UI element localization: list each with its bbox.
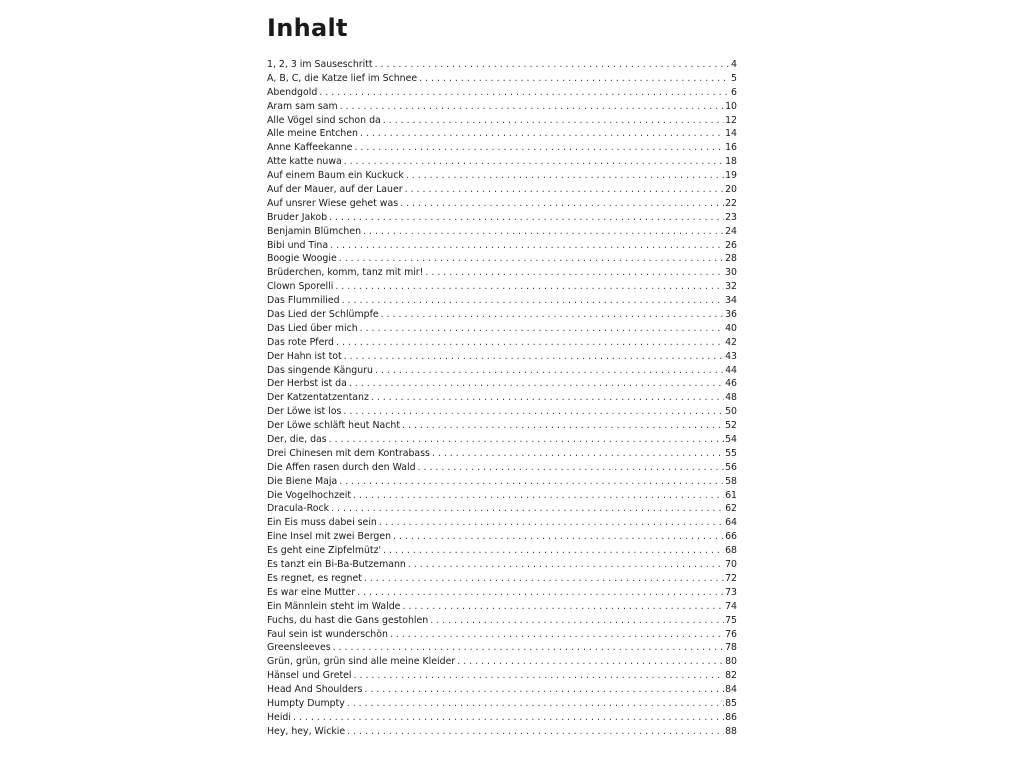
toc-entry-page: 16 [725,142,737,154]
toc-dot-leader [319,86,730,100]
toc-entry-title: Der, die, das [267,434,327,446]
toc-dot-leader [375,58,730,72]
toc-entry-page: 28 [725,253,737,265]
toc-dot-leader [339,475,724,489]
toc-dot-leader [363,225,724,239]
toc-dot-leader [329,211,724,225]
toc-dot-leader [360,322,724,336]
toc-entry[interactable] [267,516,737,530]
toc-dot-leader [457,655,724,669]
toc-entry[interactable] [267,725,737,739]
toc-entry[interactable] [267,461,737,475]
toc-entry-page: 10 [725,100,737,112]
toc-entry-title: Benjamin Blümchen [267,225,362,237]
toc-dot-leader [354,141,724,155]
toc-entry-page: 68 [725,545,737,557]
toc-dot-leader [339,252,724,266]
toc-entry-page: 4 [731,58,737,70]
toc-entry-title: Bruder Jakob [267,211,328,223]
toc-entry-title: Das singende Känguru [267,364,373,376]
toc-dot-leader [418,461,725,475]
toc-entry-title: Ein Eis muss dabei sein [267,517,377,529]
toc-dot-leader [371,391,724,405]
toc-dot-leader [383,114,724,128]
toc-entry[interactable] [267,266,737,280]
toc-dot-leader [405,183,724,197]
toc-dot-leader [360,127,724,141]
toc-entry[interactable] [267,683,737,697]
toc-entry-title: Abendgold [267,86,318,98]
toc-entry-page: 70 [725,559,737,571]
toc-entry-title: Ein Männlein steht im Walde [267,600,401,612]
toc-entry-title: Faul sein ist wunderschön [267,628,388,640]
toc-entry-title: Der Hahn ist tot [267,350,342,362]
toc-dot-leader [331,503,724,517]
toc-entry-page: 6 [731,86,737,98]
toc-entry-title: Clown Sporelli [267,281,334,293]
toc-dot-leader [408,558,724,572]
toc-entry-title: Head And Shoulders [267,684,363,696]
toc-entry-title: Brüderchen, komm, tanz mit mir! [267,267,424,279]
toc-entry[interactable] [267,336,737,350]
toc-entry[interactable] [267,641,737,655]
toc-entry-page: 14 [725,128,737,140]
toc-entry[interactable] [267,100,737,114]
toc-dot-leader [364,683,724,697]
toc-dot-leader [293,711,724,725]
toc-entry-title: Aram sam sam [267,100,338,112]
toc-entry-page: 42 [725,336,737,348]
toc-entry-title: Auf einem Baum ein Kuckuck [267,170,404,182]
toc-entry-page: 44 [725,364,737,376]
toc-dot-leader [379,516,724,530]
toc-dot-leader [402,419,724,433]
toc-entry-title: Das Lied der Schlümpfe [267,309,379,321]
toc-dot-leader [353,489,724,503]
toc-entry-page: 50 [725,406,737,418]
toc-entry-page: 82 [725,670,737,682]
page-title: Inhalt [267,14,348,42]
toc-entry-title: Alle meine Entchen [267,128,358,140]
toc-dot-leader [419,72,730,86]
toc-entry[interactable] [267,183,737,197]
toc-entry[interactable] [267,127,737,141]
toc-dot-leader [343,405,724,419]
toc-entry-title: Boogie Woogie [267,253,337,265]
toc-entry[interactable] [267,405,737,419]
toc-entry-title: Hänsel und Gretel [267,670,352,682]
toc-dot-leader [406,169,724,183]
toc-entry[interactable] [267,600,737,614]
toc-entry-title: Die Affen rasen durch den Wald [267,461,416,473]
toc-entry[interactable] [267,391,737,405]
toc-entry[interactable] [267,530,737,544]
toc-dot-leader [347,725,724,739]
toc-entry-title: Es regnet, es regnet [267,572,362,584]
toc-dot-leader [329,433,724,447]
toc-entry[interactable] [267,655,737,669]
toc-entry[interactable] [267,155,737,169]
toc-dot-leader [402,600,724,614]
toc-entry-page: 76 [725,628,737,640]
toc-entry-page: 19 [725,170,737,182]
toc-entry-title: Dracula-Rock [267,503,330,515]
toc-entry[interactable] [267,475,737,489]
toc-entry[interactable] [267,572,737,586]
toc-entry-title: Der Löwe ist los [267,406,342,418]
toc-entry-title: Das Lied über mich [267,322,358,334]
toc-dot-leader [342,294,724,308]
toc-dot-leader [340,100,724,114]
toc-entry-page: 24 [725,225,737,237]
toc-dot-leader [383,544,724,558]
toc-entry-title: Eine Insel mit zwei Bergen [267,531,392,543]
toc-entry-page: 48 [725,392,737,404]
toc-entry-title: Es war eine Mutter [267,586,356,598]
toc-entry[interactable] [267,697,737,711]
toc-entry-page: 88 [725,725,737,737]
toc-entry-title: Grün, grün, grün sind alle meine Kleider [267,656,456,668]
toc-entry[interactable] [267,322,737,336]
toc-entry[interactable] [267,252,737,266]
toc-entry[interactable] [267,489,737,503]
toc-entry[interactable] [267,586,737,600]
toc-dot-leader [349,377,724,391]
toc-entry-page: 52 [725,420,737,432]
toc-dot-leader [430,614,724,628]
toc-entry[interactable] [267,308,737,322]
toc-entry-page: 54 [725,434,737,446]
toc-entry-title: A, B, C, die Katze lief im Schnee [267,72,418,84]
toc-entry-title: Heidi [267,711,291,723]
toc-entry[interactable] [267,364,737,378]
toc-dot-leader [344,350,724,364]
toc-entry-page: 34 [725,295,737,307]
toc-entry-page: 58 [725,475,737,487]
toc-entry-page: 84 [725,684,737,696]
toc-entry-title: Greensleeves [267,642,331,654]
toc-entry-page: 86 [725,711,737,723]
toc-entry-page: 61 [725,489,737,501]
toc-entry-title: 1, 2, 3 im Sauseschritt [267,58,373,70]
toc-entry-page: 32 [725,281,737,293]
toc-entry[interactable] [267,197,737,211]
toc-entry-page: 64 [725,517,737,529]
toc-entry-page: 18 [725,156,737,168]
toc-entry[interactable] [267,114,737,128]
toc-entry-page: 36 [725,309,737,321]
toc-entry[interactable] [267,169,737,183]
toc-entry[interactable] [267,544,737,558]
toc-entry[interactable] [267,86,737,100]
toc-entry[interactable] [267,614,737,628]
toc-entry[interactable] [267,558,737,572]
toc-entry-page: 56 [725,461,737,473]
toc-entry[interactable] [267,669,737,683]
toc-entry[interactable] [267,419,737,433]
toc-entry-title: Die Biene Maja [267,475,338,487]
toc-entry-page: 43 [725,350,737,362]
toc-dot-leader [335,280,724,294]
toc-entry[interactable] [267,72,737,86]
toc-entry-title: Auf der Mauer, auf der Lauer [267,184,403,195]
toc-entry-page: 40 [725,322,737,334]
toc-entry-page: 12 [725,114,737,126]
toc-dot-leader [354,669,725,683]
toc-entry-page: 62 [725,503,737,515]
toc-entry-page: 66 [725,531,737,543]
toc-entry-title: Hey, hey, Wickie [267,725,346,737]
toc-entry-page: 85 [725,697,737,709]
toc-entry-title: Atte katte nuwa [267,156,342,168]
toc-entry[interactable] [267,711,737,725]
toc-dot-leader [390,628,724,642]
toc-entry-title: Drei Chinesen mit dem Kontrabass [267,447,430,459]
toc-entry-title: Bibi und Tina [267,239,329,251]
toc-entry-title: Der Löwe schläft heut Nacht [267,420,400,432]
toc-entry-title: Die Vogelhochzeit [267,489,352,501]
toc-entry[interactable] [267,377,737,391]
toc-entry-title: Humpty Dumpty [267,697,345,709]
toc-entry[interactable] [267,141,737,155]
toc-dot-leader [336,336,724,350]
toc-entry-title: Der Katzentatzentanz [267,392,369,404]
toc-entry[interactable] [267,628,737,642]
toc-entry-page: 75 [725,614,737,626]
toc-dot-leader [375,364,724,378]
toc-entry-title: Das Flummilied [267,295,340,307]
toc-entry-title: Der Herbst ist da [267,378,347,390]
toc-entry[interactable] [267,58,737,72]
toc-entry-page: 73 [725,586,737,598]
toc-entry[interactable] [267,225,737,239]
toc-entry[interactable] [267,433,737,447]
toc-entry-page: 23 [725,211,737,223]
toc-entry-title: Fuchs, du hast die Gans gestohlen [267,614,429,626]
toc-dot-leader [330,239,724,253]
toc-dot-leader [344,155,724,169]
toc-entry-title: Anne Kaffeekanne [267,142,353,154]
toc-entry[interactable] [267,294,737,308]
toc-dot-leader [432,447,724,461]
toc-dot-leader [357,586,724,600]
toc-entry-page: 74 [725,600,737,612]
toc-dot-leader [393,530,724,544]
toc-entry-title: Das rote Pferd [267,336,334,348]
toc-entry-page: 22 [725,197,737,209]
toc-entry[interactable] [267,211,737,225]
toc-entry[interactable] [267,280,737,294]
toc-entry[interactable] [267,239,737,253]
toc-entry[interactable] [267,503,737,517]
toc-entry-page: 5 [731,72,737,84]
toc-dot-leader [364,572,724,586]
toc-entry-page: 20 [725,184,737,195]
toc-entry-page: 26 [725,239,737,251]
toc-entry-page: 55 [725,447,737,459]
toc-entry-page: 30 [725,267,737,279]
toc-dot-leader [381,308,724,322]
toc-dot-leader [333,641,724,655]
toc-entry-page: 46 [725,378,737,390]
toc-entry[interactable] [267,350,737,364]
toc-entry-title: Es tanzt ein Bi-Ba-Butzemann [267,559,406,571]
table-of-contents [267,58,737,739]
toc-entry[interactable] [267,447,737,461]
toc-entry-title: Alle Vögel sind schon da [267,114,381,126]
toc-entry-title: Es geht eine Zipfelmütz' [267,545,382,557]
toc-entry-title: Auf unsrer Wiese gehet was [267,197,399,209]
toc-dot-leader [347,697,724,711]
toc-entry-page: 78 [725,642,737,654]
toc-entry-page: 72 [725,572,737,584]
toc-dot-leader [425,266,724,280]
toc-entry-page: 80 [725,656,737,668]
toc-dot-leader [400,197,724,211]
